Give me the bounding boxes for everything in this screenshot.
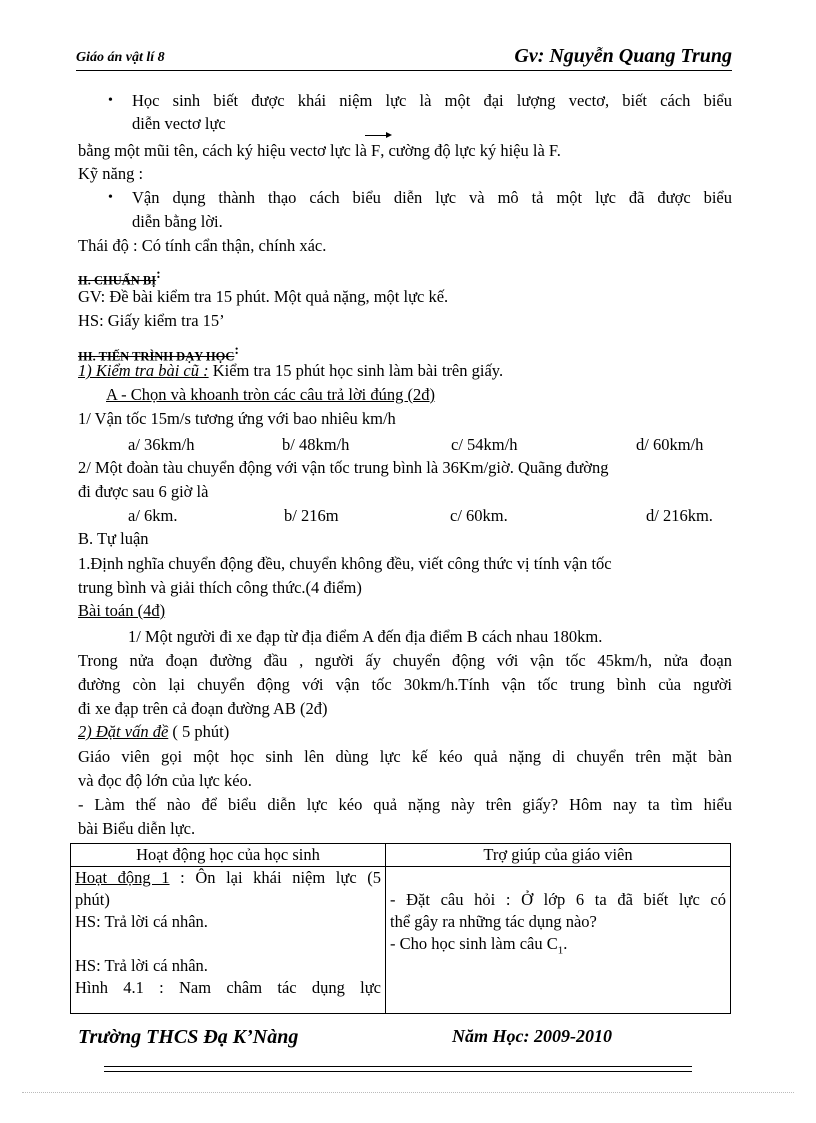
attitude-line: Thái độ : Có tính cẩn thận, chính xác.	[78, 236, 327, 255]
prep-hs: HS: Giấy kiểm tra 15’	[78, 311, 225, 330]
essay-line2: trung bình và giải thích công thức.(4 điểm)	[78, 578, 362, 597]
q2-option-c: c/ 60km.	[450, 506, 508, 525]
skill-line1: Vận dụng thành thạo cách biểu diễn lực và mô tả một lực đã được biểu	[132, 188, 732, 207]
q2-option-a: a/ 6km.	[128, 506, 178, 525]
section2-line2: và đọc độ lớn của lực kéo.	[78, 771, 252, 790]
prep-colon: :	[156, 267, 161, 282]
header-subject: Giáo án vật lí 8	[76, 50, 165, 65]
page-footer	[78, 1026, 732, 1052]
student-answer-1: HS: Trả lời cá nhân.	[75, 912, 208, 931]
section2-time: ( 5 phút)	[168, 722, 230, 741]
q1-option-c: c/ 54km/h	[451, 435, 518, 454]
skill-title: Kỹ năng :	[78, 164, 144, 183]
activity-table	[70, 843, 731, 1014]
essay-line1: 1.Định nghĩa chuyển động đều, chuyển không đều, viết công thức vị tính vận tốc	[78, 554, 612, 573]
problem-title	[78, 600, 732, 622]
objective-knowledge-line2: diễn vectơ lực	[132, 114, 226, 133]
section2-line4: bài Biểu diễn lực.	[78, 819, 196, 838]
table-header-row	[71, 844, 731, 867]
activity-title: Hoạt động 1	[75, 868, 170, 887]
skill-line2: diễn bằng lời.	[132, 212, 223, 231]
partA-title-text: A - Chọn và khoanh tròn các câu trả lời đúng (2đ)	[106, 385, 436, 404]
teacher-question-line1: - Đặt câu hỏi : Ở lớp 6 ta đã biết lực có	[390, 890, 726, 909]
activity-duration: phút)	[75, 890, 110, 909]
q1-option-a: a/ 36km/h	[128, 435, 195, 454]
bullet-icon: •	[108, 93, 113, 108]
partA-title	[106, 384, 732, 406]
question2-line2: đi được sau 6 giờ là	[78, 482, 209, 501]
q2-option-d: d/ 216km.	[646, 506, 713, 525]
teacher-task-end: .	[563, 934, 568, 953]
activity-title-rest: : Ôn lại khái niệm lực (5	[169, 868, 381, 887]
teacher-task-text: - Cho học sinh làm câu C	[390, 934, 558, 953]
section2-line	[78, 721, 732, 743]
teacher-question-line2: thể gây ra những tác dụng nào?	[390, 912, 597, 931]
section2-line3: - Làm thế nào để biểu diễn lực kéo quả nặng này trên giấy? Hôm nay ta tìm hiểu	[78, 795, 732, 814]
activity-title-line	[75, 867, 381, 889]
footer-double-rule	[104, 1066, 692, 1072]
problem-line4: đi xe đạp trên cả đoạn đường AB (2đ)	[78, 699, 328, 718]
section1-text: Kiểm tra 15 phút học sinh làm bài trên giấy.	[208, 361, 504, 380]
q1-option-b: b/ 48km/h	[282, 435, 350, 454]
vector-text-b: , cường độ lực ký hiệu là F.	[380, 141, 561, 160]
process-colon: :	[234, 343, 240, 358]
process-title: III. TIẾN TRÌNH DẠY HỌC	[78, 349, 235, 364]
student-cell	[71, 867, 386, 1014]
question2-line1: 2/ Một đoàn tàu chuyển động với vận tốc trung bình là 36Km/giờ. Quãng đường	[78, 458, 609, 477]
prep-gv: GV: Đề bài kiểm tra 15 phút. Một quả nặng, một lực kế.	[78, 287, 449, 306]
q1-option-d: d/ 60km/h	[636, 435, 704, 454]
partB-title: B. Tự luận	[78, 529, 149, 548]
prep-title: II. CHUẨN BỊ	[78, 273, 157, 288]
problem-line2: Trong nửa đoạn đường đầu , người ấy chuyển động với vận tốc 45km/h, nửa đoạn	[78, 651, 732, 670]
problem-line3: đường còn lại chuyển động với vận tốc 30km/h.Tính vận tốc trung bình của người	[78, 675, 732, 694]
teacher-cell	[386, 867, 731, 1014]
col-student-header: Hoạt động học của học sinh	[71, 844, 386, 867]
objective-vector-line	[78, 140, 732, 162]
page-header	[76, 40, 732, 71]
col-teacher-header: Trợ giúp của giáo viên	[386, 844, 731, 867]
teacher-task-sub: 1	[557, 944, 564, 957]
question1: 1/ Vận tốc 15m/s tương ứng với bao nhiêu km/h	[78, 409, 396, 428]
table-row	[71, 867, 731, 1014]
vector-f-symbol: F	[371, 141, 381, 160]
student-answer-2: HS: Trả lời cá nhân.	[75, 956, 208, 975]
objective-knowledge-line1: Học sinh biết được khái niệm lực là một đại lượng vectơ, biết cách biểu	[132, 91, 732, 110]
bullet-icon: •	[108, 190, 113, 205]
problem-title-text: Bài toán (4đ)	[78, 601, 166, 620]
section1-line	[78, 360, 732, 382]
footer-year: Năm Học: 2009-2010	[452, 1026, 612, 1046]
q2-option-b: b/ 216m	[284, 506, 339, 525]
problem-line1: 1/ Một người đi xe đạp từ địa điểm A đến địa điểm B cách nhau 180km.	[128, 627, 603, 646]
teacher-task	[390, 933, 726, 961]
section2-line1: Giáo viên gọi một học sinh lên dùng lực kế kéo quả nặng di chuyển trên mặt bàn	[78, 747, 732, 766]
page-edge-divider	[22, 1092, 794, 1093]
header-teacher: Gv: Nguyễn Quang Trung	[514, 45, 732, 67]
section2-title: 2) Đặt vấn đề	[78, 722, 169, 741]
footer-school: Trường THCS Đạ K’Nàng	[78, 1026, 299, 1048]
vector-text-a: bằng một mũi tên, cách ký hiệu vectơ lực là	[78, 141, 372, 160]
figure-4-1-line: Hình 4.1 : Nam châm tác dụng lực	[75, 978, 381, 997]
section1-title: 1) Kiểm tra bài cũ :	[78, 361, 209, 380]
